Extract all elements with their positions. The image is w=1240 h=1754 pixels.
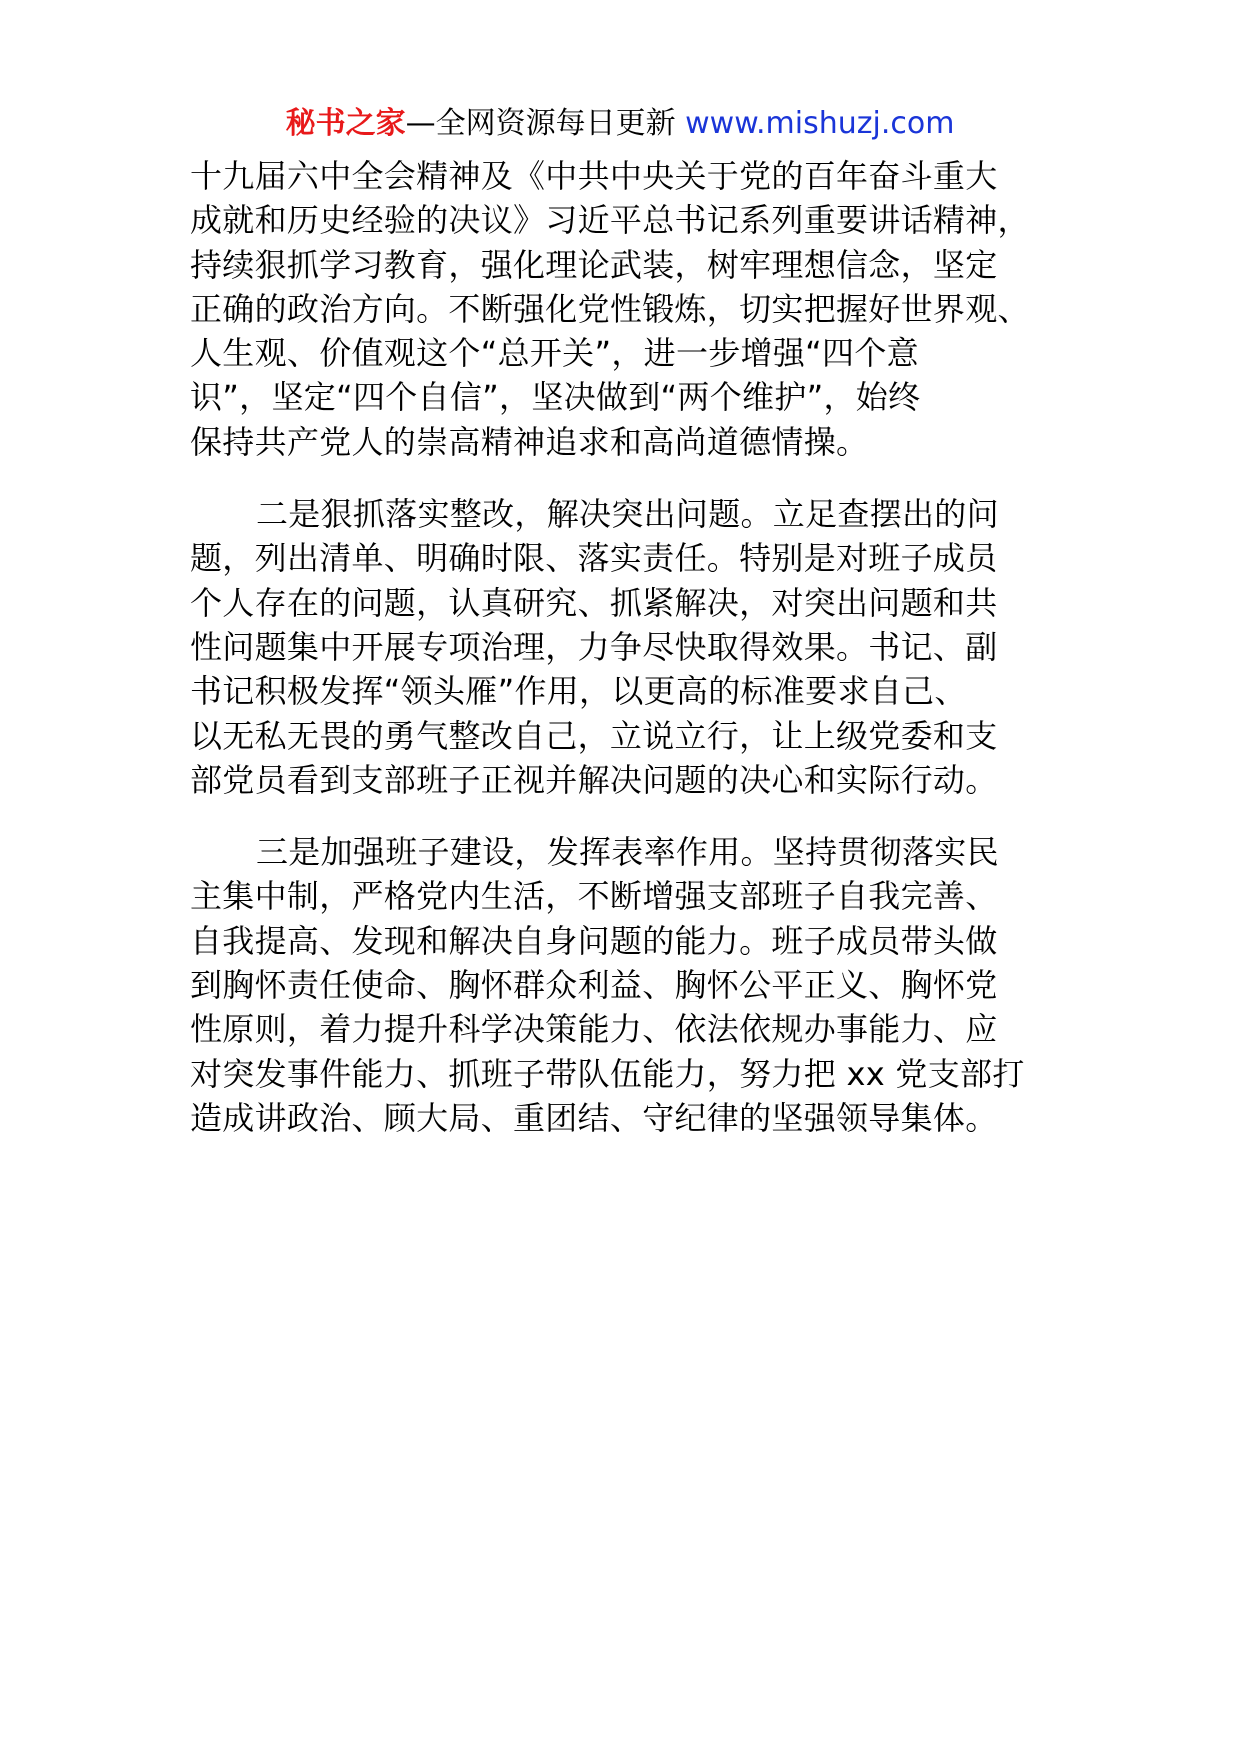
text-line: 书记积极发挥“领头雁”作用，以更高的标准要求自己、 xyxy=(190,672,967,711)
text-line: 自我提高、发现和解决自身问题的能力。班子成员带头做 xyxy=(190,921,998,960)
text-line: 保持共产党人的崇高精神追求和高尚道德情操。 xyxy=(190,422,869,461)
text-line: 主集中制，严格党内生活，不断增强支部班子自我完善、 xyxy=(190,877,998,916)
text-line: 部党员看到支部班子正视并解决问题的决心和实际行动。 xyxy=(190,760,998,799)
header-site-url[interactable]: www.mishuzj.com xyxy=(685,106,955,141)
text-line: 个人存在的问题，认真研究、抓紧解决，对突出问题和共 xyxy=(190,583,998,622)
text-line: 三是加强班子建设，发挥表率作用。坚持贯彻落实民 xyxy=(256,833,999,872)
text-line: 持续狠抓学习教育，强化理论武装，树牢理想信念，坚定 xyxy=(190,245,998,284)
text-line: 以无私无畏的勇气整改自己，立说立行，让上级党委和支 xyxy=(190,716,998,755)
page-header xyxy=(0,104,1240,144)
text-line: 人生观、价值观这个“总开关”，进一步增强“四个意 xyxy=(190,334,919,373)
document-body xyxy=(190,154,1070,1140)
header-tagline: —全网资源每日更新 xyxy=(405,106,686,141)
paragraph-3 xyxy=(190,830,1070,1140)
text-line: 性原则，着力提升科学决策能力、依法依规办事能力、应 xyxy=(190,1010,998,1049)
header-brand: 秘书之家 xyxy=(285,106,406,141)
text-line: 对突发事件能力、抓班子带队伍能力，努力把 xx 党支部打 xyxy=(190,1054,1025,1093)
text-line: 题，列出清单、明确时限、落实责任。特别是对班子成员 xyxy=(190,539,998,578)
paragraph-1 xyxy=(190,154,1070,464)
text-line: 二是狠抓落实整改，解决突出问题。立足查摆出的问 xyxy=(256,495,999,534)
text-line: 性问题集中开展专项治理，力争尽快取得效果。书记、副 xyxy=(190,627,998,666)
text-line: 到胸怀责任使命、胸怀群众利益、胸怀公平正义、胸怀党 xyxy=(190,966,998,1005)
paragraph-2 xyxy=(190,492,1070,802)
text-line: 识”，坚定“四个自信”，坚决做到“两个维护”，始终 xyxy=(190,378,921,417)
text-line: 正确的政治方向。不断强化党性锻炼，切实把握好世界观、 xyxy=(190,289,1030,328)
text-line: 成就和历史经验的决议》习近平总书记系列重要讲话精神， xyxy=(190,201,1030,240)
text-line: 造成讲政治、顾大局、重团结、守纪律的坚强领导集体。 xyxy=(190,1098,998,1137)
text-line: 十九届六中全会精神及《中共中央关于党的百年奋斗重大 xyxy=(190,157,998,195)
